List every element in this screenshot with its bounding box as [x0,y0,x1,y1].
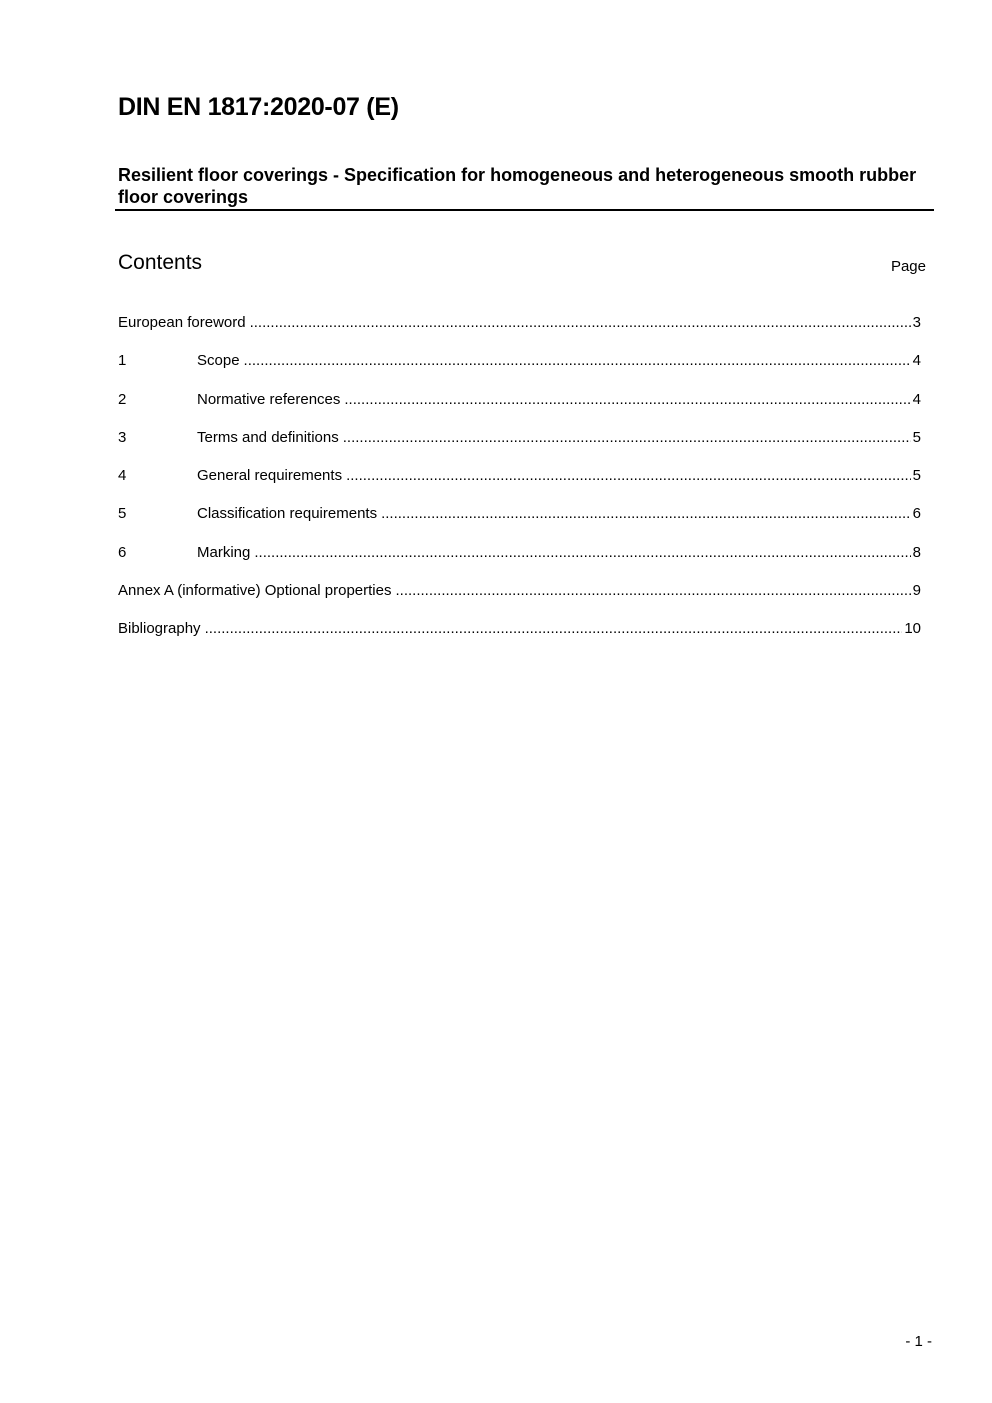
title-divider [115,209,934,211]
toc-entry-number: 2 [118,390,127,408]
toc-entry-general-requirements[interactable] [118,467,921,505]
toc-entry-page: 8 [912,543,921,561]
toc-entry-page: 4 [912,390,921,408]
toc-entry-label: Normative references [197,390,341,408]
toc-entry-page: 6 [912,505,921,523]
toc-dot-leader [381,505,911,522]
toc-entry-label: Terms and definitions [197,428,339,446]
toc-entry-page: 5 [912,428,921,446]
toc-entry-classification-requirements[interactable] [118,505,921,543]
toc-entry-marking[interactable] [118,544,921,582]
toc-dot-leader [343,429,911,446]
toc-entry-label: Annex A (informative) Optional properties [118,582,392,600]
contents-heading: Contents [118,251,203,274]
toc-dot-leader [346,467,911,484]
toc-entry-label: Classification requirements [197,505,378,523]
toc-entry-normative-references[interactable] [118,391,921,429]
page-column-heading: Page [890,258,926,275]
document-subtitle: Resilient floor coverings - Specification for homogeneous and heterogeneous smooth rubber floor coverings [118,165,917,207]
toc-entry-page: 4 [912,352,921,370]
toc-entry-number: 1 [118,352,127,370]
toc-entry-number: 3 [118,428,127,446]
toc-entry-bibliography[interactable] [118,620,921,658]
toc-dot-leader [250,314,911,331]
toc-dot-leader [244,352,911,369]
toc-entry-page: 3 [912,314,921,331]
toc-entry-annex-a[interactable] [118,582,921,620]
toc-entry-page: 9 [912,582,921,600]
toc-entry-number: 4 [118,467,127,485]
toc-entry-label: Marking [197,543,251,561]
toc-entry-european-foreword[interactable] [118,314,921,352]
toc-entry-label: European foreword [118,314,246,331]
table-of-contents [118,314,921,659]
toc-entry-number: 6 [118,543,127,561]
page-number: - 1 - [905,1333,932,1350]
toc-entry-page: 5 [912,467,921,485]
toc-entry-label: Scope [197,352,240,370]
toc-entry-number: 5 [118,505,127,523]
toc-dot-leader [395,582,910,599]
toc-entry-scope[interactable] [118,352,921,390]
toc-entry-label: General requirements [197,467,343,485]
document-title: DIN EN 1817:2020-07 (E) [118,93,399,121]
toc-entry-terms-and-definitions[interactable] [118,429,921,467]
toc-entry-label: Bibliography [118,620,201,638]
toc-dot-leader [344,391,910,408]
toc-dot-leader [254,544,910,561]
toc-entry-page: 10 [904,620,921,638]
toc-dot-leader [205,620,903,637]
